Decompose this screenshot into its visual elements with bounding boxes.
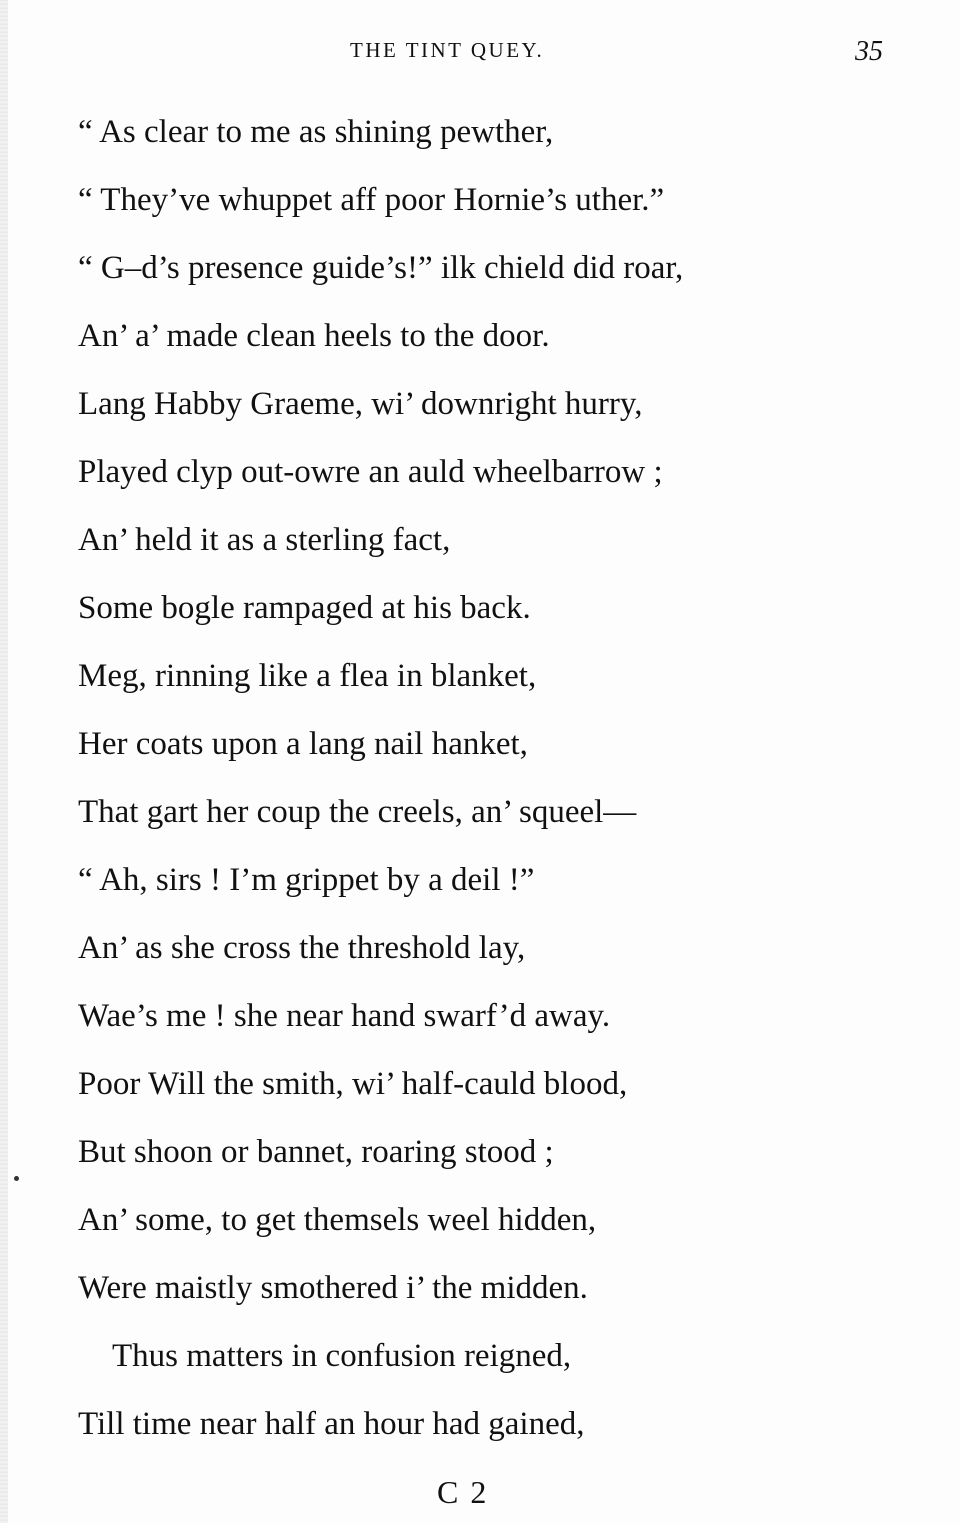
poem-line: Her coats upon a lang nail hanket, [78, 726, 528, 762]
poem-line: Wae’s me ! she near hand swarf’d away. [78, 998, 611, 1034]
running-head: THE TINT QUEY. [350, 38, 545, 62]
poem-line: Poor Will the smith, wi’ half-cauld blood, [78, 1066, 628, 1102]
poem-line: An’ as she cross the threshold lay, [78, 930, 526, 966]
ink-speck [14, 1176, 19, 1181]
poem-line: Thus matters in confusion reigned, [112, 1338, 572, 1374]
poem-line: An’ a’ made clean heels to the door. [78, 318, 550, 354]
poem-line: That gart her coup the creels, an’ squeel— [78, 794, 637, 830]
page-gutter-edge [0, 0, 8, 1523]
poem-line: “ They’ve whuppet aff poor Hornie’s uther.” [78, 182, 665, 218]
poem-line: “ G–d’s presence guide’s!” ilk chield did roar, [78, 250, 684, 286]
poem-line: Till time near half an hour had gained, [78, 1406, 585, 1442]
signature-mark: C 2 [437, 1474, 489, 1510]
poem-line: Some bogle rampaged at his back. [78, 590, 531, 626]
poem-line: Meg, rinning like a flea in blanket, [78, 658, 537, 694]
poem-line: Were maistly smothered i’ the midden. [78, 1270, 588, 1306]
page-number: 35 [855, 36, 883, 67]
poem-line: An’ held it as a sterling fact, [78, 522, 451, 558]
poem-line: “ Ah, sirs ! I’m grippet by a deil !” [78, 862, 535, 898]
poem-line: But shoon or bannet, roaring stood ; [78, 1134, 554, 1170]
poem-line: “ As clear to me as shining pewther, [78, 114, 554, 150]
poem-text [78, 104, 918, 1464]
poem-line: Played clyp out-owre an auld wheelbarrow ; [78, 454, 663, 490]
poem-line: Lang Habby Graeme, wi’ downright hurry, [78, 386, 643, 422]
poem-line: An’ some, to get themsels weel hidden, [78, 1202, 597, 1238]
